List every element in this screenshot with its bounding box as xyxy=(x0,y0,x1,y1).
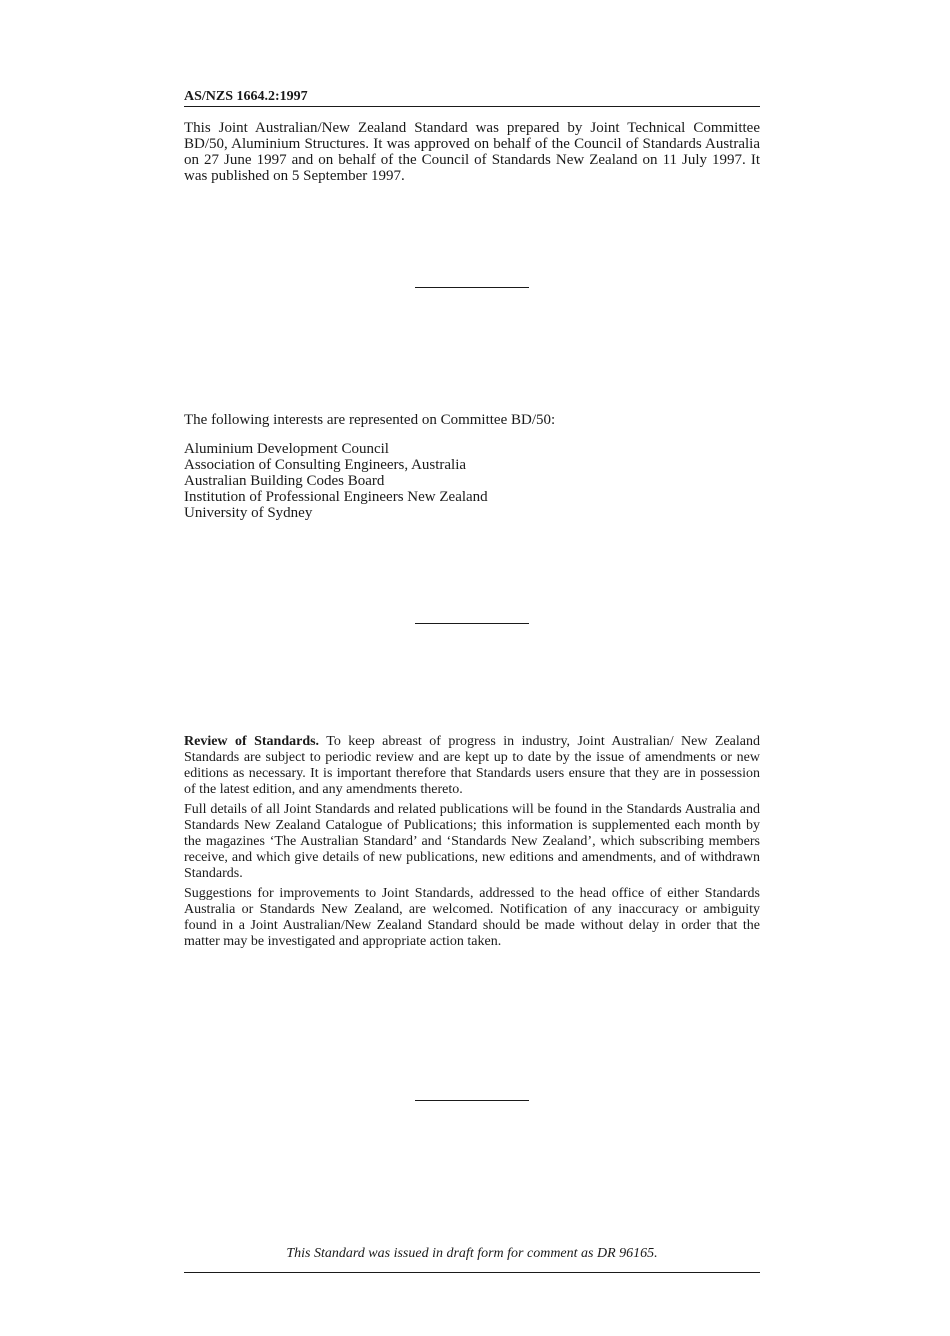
section-divider xyxy=(415,1100,529,1101)
review-paragraph-1 xyxy=(184,734,760,798)
committee-member: Aluminium Development Council xyxy=(184,441,389,457)
document-page xyxy=(184,0,760,1336)
review-paragraph-2: Full details of all Joint Standards and related publications will be found in the Standards Australia and Standards New Zealand Catalogue of Publications; this information is supplemented each month by the magazines ‘The Australian Standard’ and ‘Standards New Zealand’, which subscribing members receive, and which give details of new publications, new editions and amendments, and of withdrawn Standards. xyxy=(184,802,760,881)
committee-member: University of Sydney xyxy=(184,505,313,521)
review-of-standards xyxy=(184,734,760,954)
committee-member-list xyxy=(184,441,488,521)
section-divider xyxy=(415,623,529,624)
section-divider xyxy=(415,287,529,288)
committee-member: Institution of Professional Engineers New Zealand xyxy=(184,489,488,505)
footer-rule xyxy=(184,1272,760,1273)
review-heading: Review of Standards. xyxy=(184,734,320,749)
committee-intro: The following interests are represented on Committee BD/50: xyxy=(184,412,556,428)
document-identifier: AS/NZS 1664.2:1997 xyxy=(184,89,308,104)
review-text-1: To keep abreast of progress in industry, Joint Australian/ New Zealand Standards are subject to periodic review and are kept up to date by the issue of amendments or new editions as necessary. It is important therefore that Standards users ensure that they are in possession of the latest edition, and any amendments thereto. xyxy=(184,734,761,797)
header-rule xyxy=(184,106,760,107)
committee-member: Association of Consulting Engineers, Australia xyxy=(184,457,467,473)
committee-member: Australian Building Codes Board xyxy=(184,473,385,489)
preparation-statement: This Joint Australian/New Zealand Standard was prepared by Joint Technical Committee BD/50, Aluminium Structures. It was approved on behalf of the Council of Standards Australia on 27 June 1997 and on behalf of the Council of Standards New Zealand on 11 July 1997. It was published on 5 September 1997. xyxy=(184,120,760,184)
draft-note: This Standard was issued in draft form for comment as DR 96165. xyxy=(286,1246,658,1261)
review-paragraph-3: Suggestions for improvements to Joint Standards, addressed to the head office of either Standards Australia or Standards New Zealand, are welcomed. Notification of any inaccuracy or ambiguity found in a Joint Australian/New Zealand Standard should be made without delay in order that the matter may be investigated and appropriate action taken. xyxy=(184,886,760,949)
